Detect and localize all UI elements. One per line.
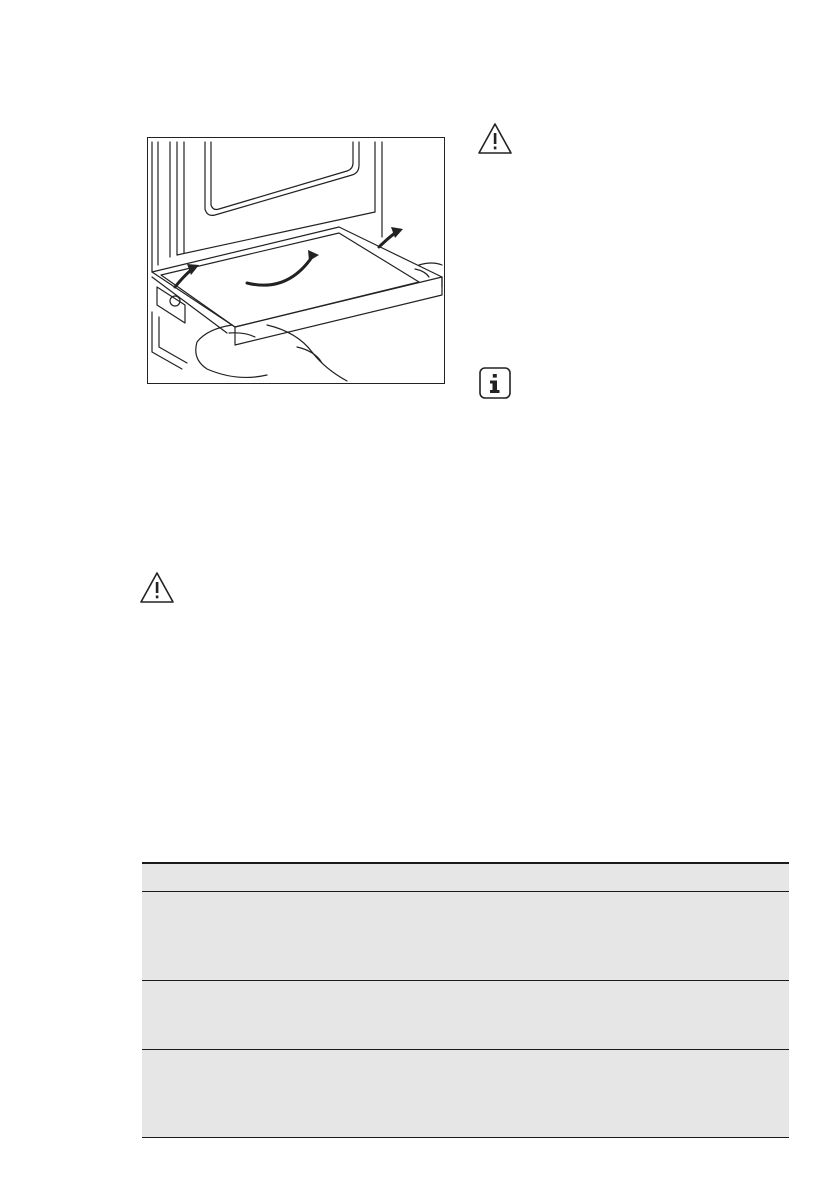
warning-triangle-icon — [477, 122, 513, 156]
table-row — [142, 1049, 789, 1137]
info-icon — [478, 366, 512, 400]
table-row — [142, 980, 789, 1049]
drawer-removal-illustration — [147, 137, 445, 384]
data-table — [142, 862, 789, 1138]
table-bottom-rule — [142, 1137, 789, 1138]
table-row — [142, 891, 789, 980]
warning-triangle-icon — [139, 571, 175, 605]
table-header-row — [142, 862, 789, 891]
